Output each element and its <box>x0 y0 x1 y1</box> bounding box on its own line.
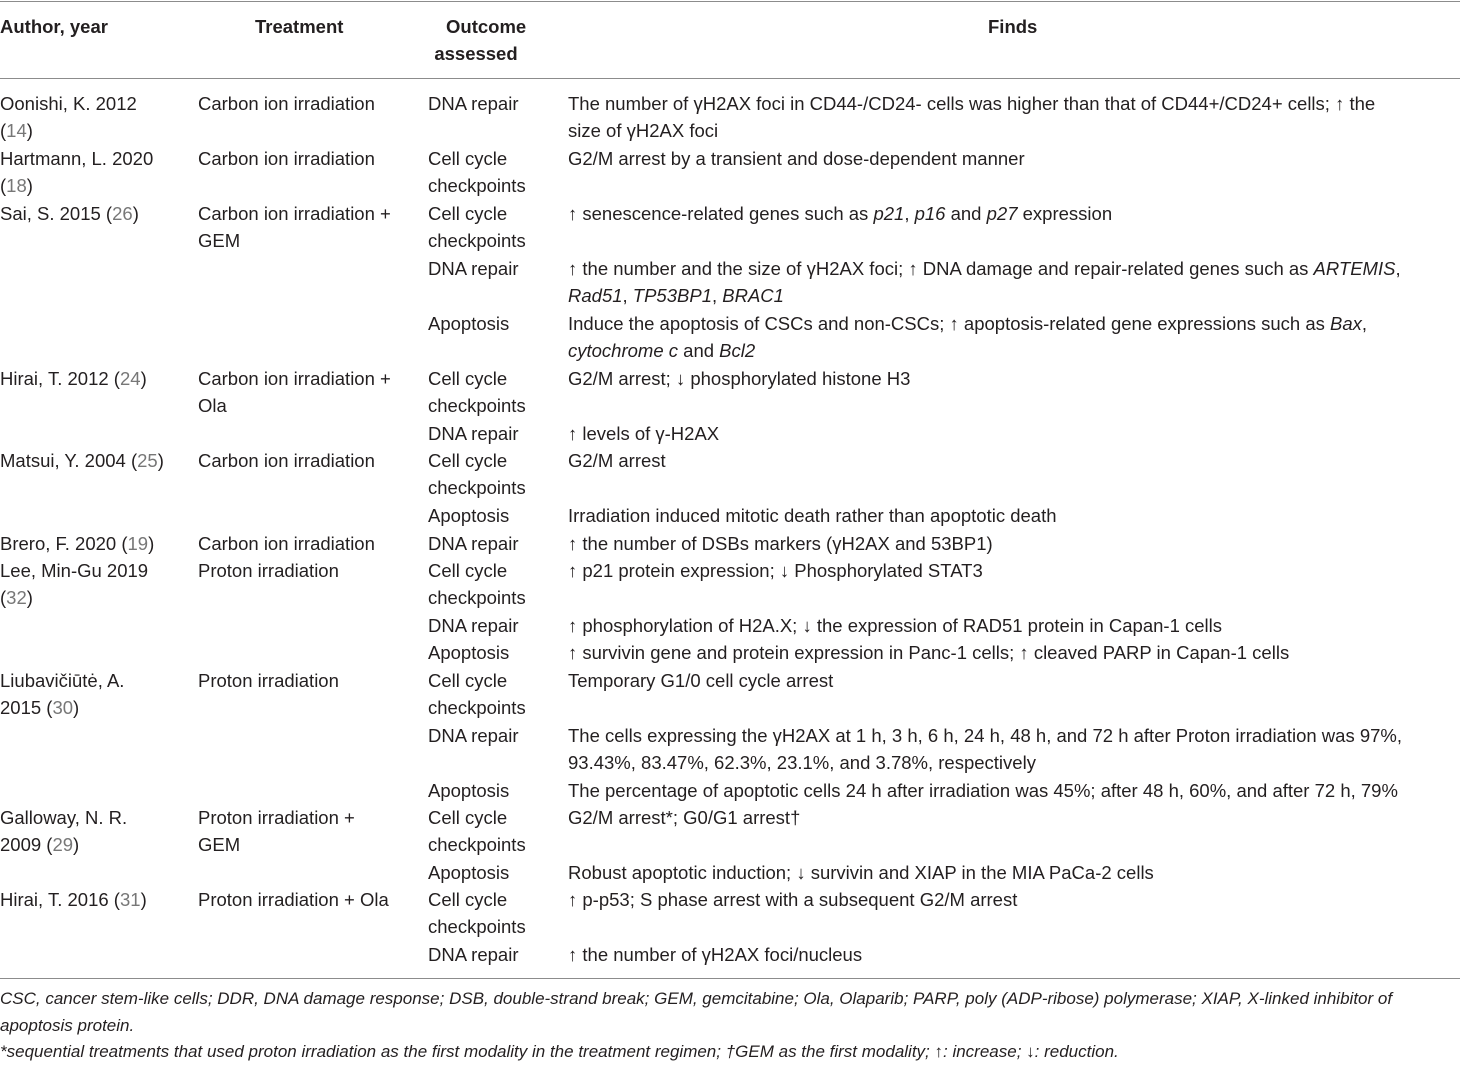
finds-cell: Induce the apoptosis of CSCs and non-CSCs; ↑ apoptosis-related gene expressions such as Bax, <box>568 313 1368 334</box>
author-cell: Lee, Min-Gu 2019 <box>0 560 149 581</box>
author-cell: Oonishi, K. 2012 <box>0 93 137 114</box>
finds-cell: Robust apoptotic induction; ↓ survivin and XIAP in the MIA PaCa-2 cells <box>568 862 1154 883</box>
author-cell-line2: (18) <box>0 175 33 196</box>
finds-cell-line2: Rad51, TP53BP1, BRAC1 <box>568 285 784 306</box>
outcome-cell-line2: checkpoints <box>428 697 526 718</box>
finds-cell: ↑ p-p53; S phase arrest with a subsequent G2/M arrest <box>568 889 1018 910</box>
treatment-cell: Carbon ion irradiation <box>198 450 375 471</box>
treatment-cell: Carbon ion irradiation + <box>198 368 391 389</box>
treatment-cell-line2: GEM <box>198 230 241 251</box>
finds-cell: ↑ the number of DSBs markers (γH2AX and 53BP1) <box>568 533 993 554</box>
outcome-cell: Cell cycle <box>428 560 508 581</box>
outcome-cell: Cell cycle <box>428 807 508 828</box>
outcome-cell: Apoptosis <box>428 313 510 334</box>
outcome-cell: DNA repair <box>428 944 519 965</box>
finds-cell: Temporary G1/0 cell cycle arrest <box>568 670 834 691</box>
author-cell: Hartmann, L. 2020 <box>0 148 154 169</box>
treatment-cell-line2: Ola <box>198 395 227 416</box>
outcome-cell-line2: checkpoints <box>428 230 526 251</box>
finds-cell-line2: size of γH2AX foci <box>568 120 719 141</box>
outcome-cell: DNA repair <box>428 423 519 444</box>
finds-cell: ↑ the number and the size of γH2AX foci; ↑ DNA damage and repair-related genes such as ARTEMIS, <box>568 258 1401 279</box>
finds-cell: ↑ p21 protein expression; ↓ Phosphorylated STAT3 <box>568 560 983 581</box>
table-top-rule <box>0 1 1460 2</box>
finds-cell: The cells expressing the γH2AX at 1 h, 3 h, 6 h, 24 h, 48 h, and 72 h after Proton irradiation was 97%, <box>568 725 1403 746</box>
outcome-cell: Cell cycle <box>428 203 508 224</box>
author-cell-line2: (32) <box>0 587 33 608</box>
finds-cell: The percentage of apoptotic cells 24 h after irradiation was 45%; after 48 h, 60%, and after 72 h, 79% <box>568 780 1398 801</box>
author-cell-line2: 2015 (30) <box>0 697 80 718</box>
outcome-cell: Cell cycle <box>428 148 508 169</box>
finds-cell: G2/M arrest; ↓ phosphorylated histone H3 <box>568 368 911 389</box>
outcome-cell: Apoptosis <box>428 642 510 663</box>
outcome-cell-line2: checkpoints <box>428 587 526 608</box>
treatment-cell-line2: GEM <box>198 834 241 855</box>
finds-cell: G2/M arrest by a transient and dose-dependent manner <box>568 148 1025 169</box>
outcome-cell-line2: checkpoints <box>428 175 526 196</box>
author-cell: Liubavičiūtė, A. <box>0 670 125 691</box>
finds-cell: G2/M arrest <box>568 450 666 471</box>
citation-ref: 30 <box>52 697 74 718</box>
table-bottom-rule <box>0 978 1460 979</box>
treatment-cell: Carbon ion irradiation <box>198 148 375 169</box>
header-bottom-rule <box>0 78 1460 79</box>
citation-ref: 31 <box>119 889 141 910</box>
outcome-cell: Cell cycle <box>428 670 508 691</box>
author-cell-line2: (14) <box>0 120 33 141</box>
finds-cell: Irradiation induced mitotic death rather than apoptotic death <box>568 505 1057 526</box>
author-cell: Sai, S. 2015 (26) <box>0 203 139 224</box>
citation-ref: 26 <box>112 203 133 224</box>
header-outcome: Outcome <box>446 16 527 37</box>
author-cell: Hirai, T. 2016 (31) <box>0 889 147 910</box>
header-treatment: Treatment <box>255 16 344 37</box>
outcome-cell-line2: checkpoints <box>428 916 526 937</box>
treatment-cell: Proton irradiation + <box>198 807 355 828</box>
outcome-cell: DNA repair <box>428 615 519 636</box>
finds-cell: ↑ the number of γH2AX foci/nucleus <box>568 944 863 965</box>
author-cell: Matsui, Y. 2004 (25) <box>0 450 164 471</box>
citation-ref: 19 <box>127 533 149 554</box>
outcome-cell-line2: checkpoints <box>428 395 526 416</box>
finds-cell: The number of γH2AX foci in CD44-/CD24- cells was higher than that of CD44+/CD24+ cells; ↑ the <box>568 93 1376 114</box>
author-cell: Hirai, T. 2012 (24) <box>0 368 147 389</box>
outcome-cell: Cell cycle <box>428 368 508 389</box>
citation-ref: 18 <box>6 175 27 196</box>
treatment-cell: Proton irradiation + Ola <box>198 889 389 910</box>
treatment-cell: Proton irradiation <box>198 560 339 581</box>
finds-cell: ↑ senescence-related genes such as p21, p16 and p27 expression <box>568 203 1113 224</box>
citation-ref: 14 <box>6 120 27 141</box>
header-outcome-line2: assessed <box>434 43 518 64</box>
footnote-abbreviations: CSC, cancer stem-like cells; DDR, DNA damage response; DSB, double-strand break; GEM, gemcitabine; Ola, Olaparib; PARP, poly (ADP-ribose) polymerase; XIAP, X-linked inhibitor of apoptosis protein. <box>0 989 1393 1035</box>
citation-ref: 24 <box>119 368 141 389</box>
treatment-cell: Carbon ion irradiation <box>198 93 375 114</box>
outcome-cell-line2: checkpoints <box>428 477 526 498</box>
finds-cell-line2: cytochrome c and Bcl2 <box>568 340 756 361</box>
treatment-cell: Carbon ion irradiation + <box>198 203 391 224</box>
outcome-cell: Cell cycle <box>428 889 508 910</box>
outcome-cell: Apoptosis <box>428 780 510 801</box>
outcome-cell: Cell cycle <box>428 450 508 471</box>
outcome-cell-line2: checkpoints <box>428 834 526 855</box>
header-author: Author, year <box>0 16 108 37</box>
treatment-cell: Carbon ion irradiation <box>198 533 375 554</box>
citation-ref: 29 <box>52 834 74 855</box>
finds-cell: ↑ survivin gene and protein expression in Panc-1 cells; ↑ cleaved PARP in Capan-1 cells <box>568 642 1290 663</box>
outcome-cell: Apoptosis <box>428 505 510 526</box>
citation-ref: 32 <box>6 587 27 608</box>
outcome-cell: DNA repair <box>428 533 519 554</box>
finds-cell-line2: 93.43%, 83.47%, 62.3%, 23.1%, and 3.78%, respectively <box>568 752 1036 773</box>
author-cell: Brero, F. 2020 (19) <box>0 533 155 554</box>
author-cell-line2: 2009 (29) <box>0 834 80 855</box>
finds-cell: G2/M arrest*; G0/G1 arrest† <box>568 807 801 828</box>
citation-ref: 25 <box>137 450 158 471</box>
header-finds: Finds <box>988 16 1038 37</box>
author-cell: Galloway, N. R. <box>0 807 128 828</box>
finds-cell: ↑ phosphorylation of H2A.X; ↓ the expression of RAD51 protein in Capan-1 cells <box>568 615 1223 636</box>
outcome-cell: DNA repair <box>428 93 519 114</box>
footnote-symbols: *sequential treatments that used proton irradiation as the first modality in the treatment regimen; †GEM as the first modality; ↑: increase; ↓: reduction. <box>0 1042 1119 1061</box>
outcome-cell: Apoptosis <box>428 862 510 883</box>
finds-cell: ↑ levels of γ-H2AX <box>568 423 720 444</box>
treatment-cell: Proton irradiation <box>198 670 339 691</box>
outcome-cell: DNA repair <box>428 258 519 279</box>
outcome-cell: DNA repair <box>428 725 519 746</box>
